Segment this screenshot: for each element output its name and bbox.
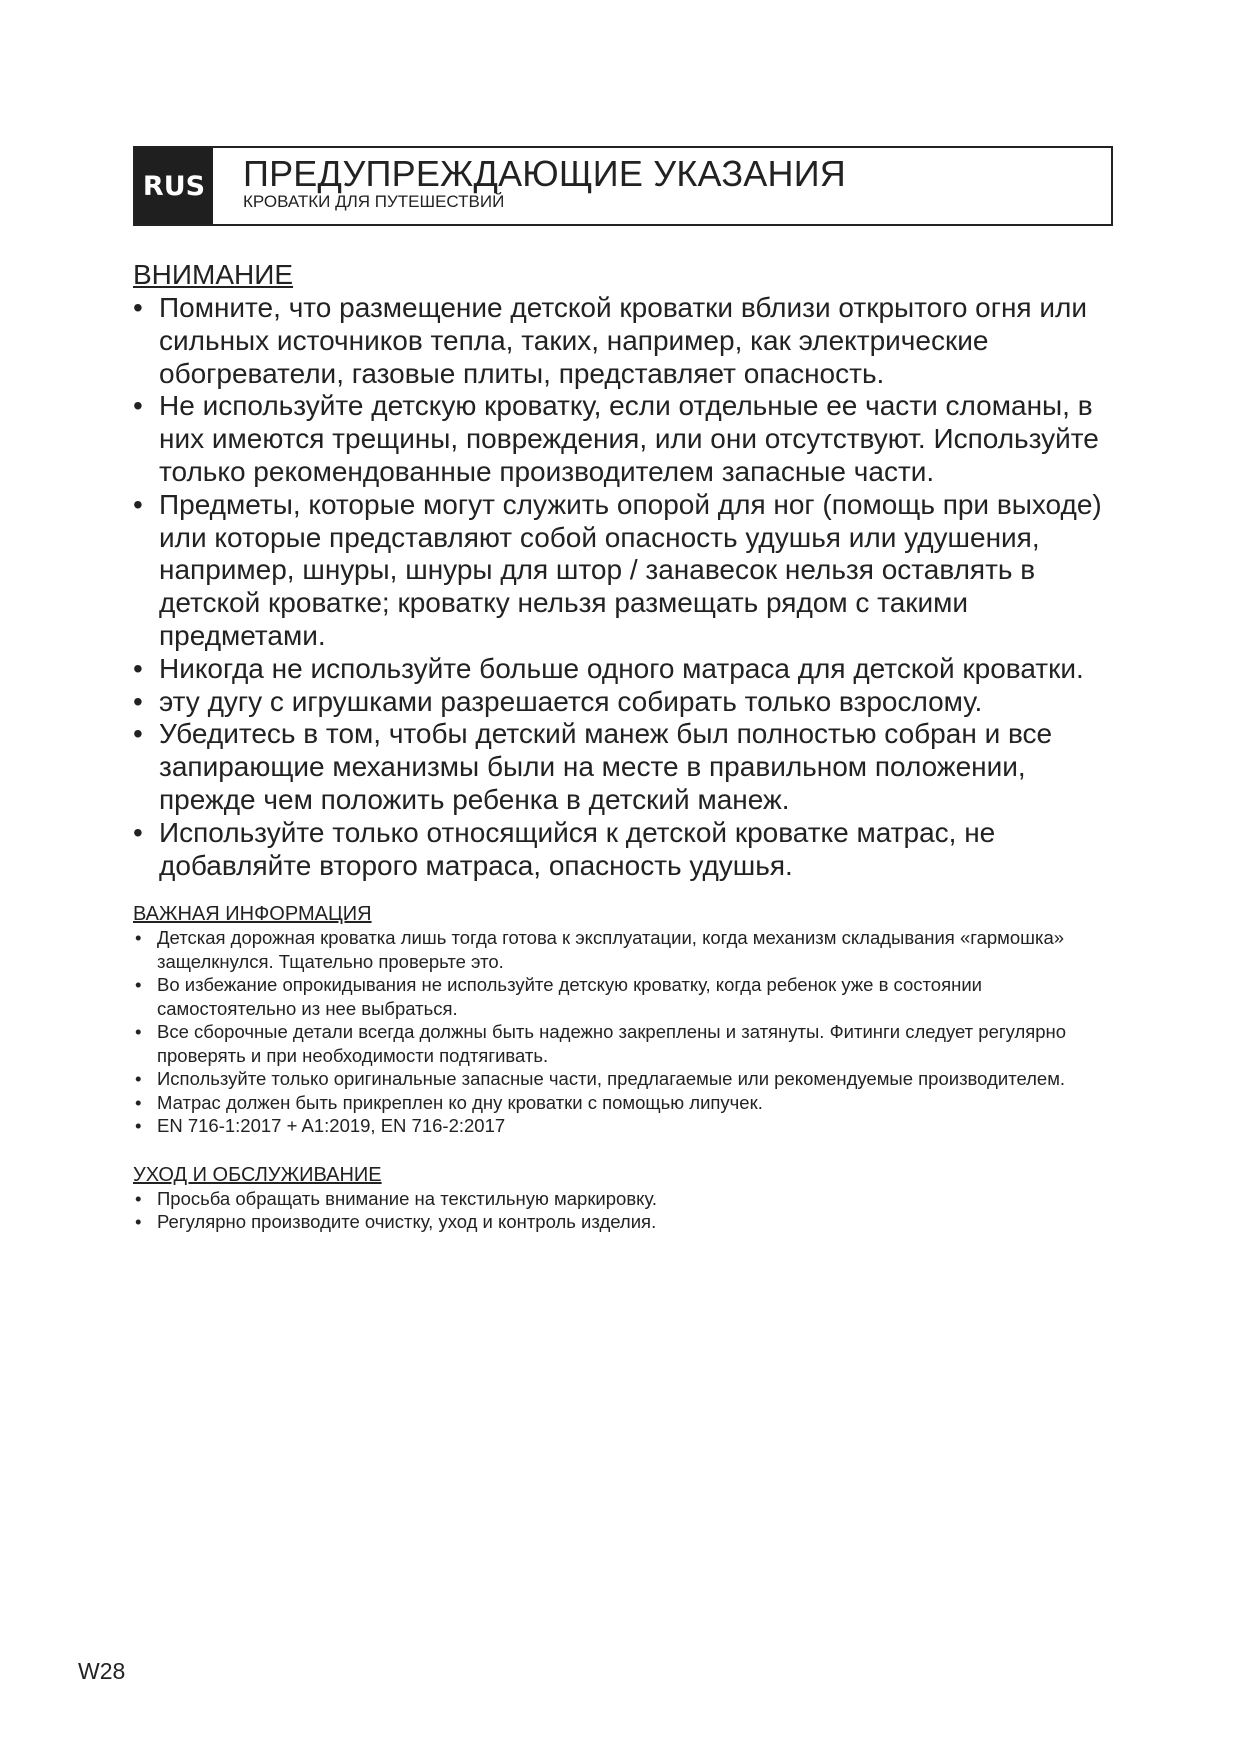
- warning-item: • Убедитесь в том, чтобы детский манеж был полностью собран и все запирающие механизмы были на месте в правильном положении, прежде чем положить ребенка в детский манеж.: [133, 718, 1123, 816]
- important-info-heading: ВАЖНАЯ ИНФОРМАЦИЯ: [133, 903, 372, 926]
- language-badge: RUS: [135, 148, 213, 224]
- warning-item: • Не используйте детскую кроватку, если отдельные ее части сломаны, в них имеются трещины, повреждения, или они отсутствуют. Используйте только рекомендованные производителем запасные части.: [133, 390, 1123, 488]
- care-item: • Регулярно производите очистку, уход и контроль изделия.: [133, 1210, 1123, 1234]
- important-info-item: • Во избежание опрокидывания не используйте детскую кроватку, когда ребенок уже в состоянии самостоятельно из нее выбраться.: [133, 973, 1123, 1020]
- warning-item: • Никогда не используйте больше одного матраса для детской кроватки.: [133, 653, 1123, 686]
- warning-item: • Используйте только относящийся к детской кроватке матрас, не добавляйте второго матраса, опасность удушья.: [133, 817, 1123, 883]
- care-list: [133, 1187, 1123, 1234]
- page-title: ПРЕДУПРЕЖДАЮЩИЕ УКАЗАНИЯ: [243, 153, 846, 194]
- header-text: [213, 148, 846, 224]
- warning-item: • Помните, что размещение детской кроватки вблизи открытого огня или сильных источников тепла, таких, например, как электрические обогреватели, газовые плиты, представляет опасность.: [133, 292, 1123, 390]
- important-info-list: [133, 926, 1123, 1138]
- document-body: [133, 258, 1123, 1234]
- important-info-item: • Матрас должен быть прикреплен ко дну кроватки с помощью липучек.: [133, 1091, 1123, 1115]
- page-header: [133, 146, 1113, 226]
- warning-item: • эту дугу с игрушками разрешается собирать только взрослому.: [133, 686, 1123, 719]
- warning-heading: ВНИМАНИЕ: [133, 259, 294, 290]
- warning-item: • Предметы, которые могут служить опорой для ног (помощь при выходе) или которые представляют собой опасность удушья или удушения, например, шнуры, шнуры для штор / занавесок нельзя оставлять в детской кроватке; кроватку нельзя размещать рядом с такими предметами.: [133, 489, 1123, 653]
- warning-list: [133, 292, 1123, 882]
- page-number: W28: [78, 1658, 126, 1684]
- important-info-item: • Используйте только оригинальные запасные части, предлагаемые или рекомендуемые производителем.: [133, 1067, 1123, 1091]
- standards-item: • EN 716-1:2017 + A1:2019, EN 716-2:2017: [133, 1114, 1123, 1138]
- care-heading: УХОД И ОБСЛУЖИВАНИЕ: [133, 1163, 382, 1186]
- important-info-item: • Детская дорожная кроватка лишь тогда готова к эксплуатации, когда механизм складывания «гармошка» защелкнулся. Тщательно проверьте это.: [133, 926, 1123, 973]
- care-item: • Просьба обращать внимание на текстильную маркировку.: [133, 1187, 1123, 1211]
- important-info-item: • Все сборочные детали всегда должны быть надежно закреплены и затянуты. Фитинги следует регулярно проверять и при необходимости подтягивать.: [133, 1020, 1123, 1067]
- page-subtitle: КРОВАТКИ ДЛЯ ПУТЕШЕСТВИЙ: [243, 192, 505, 211]
